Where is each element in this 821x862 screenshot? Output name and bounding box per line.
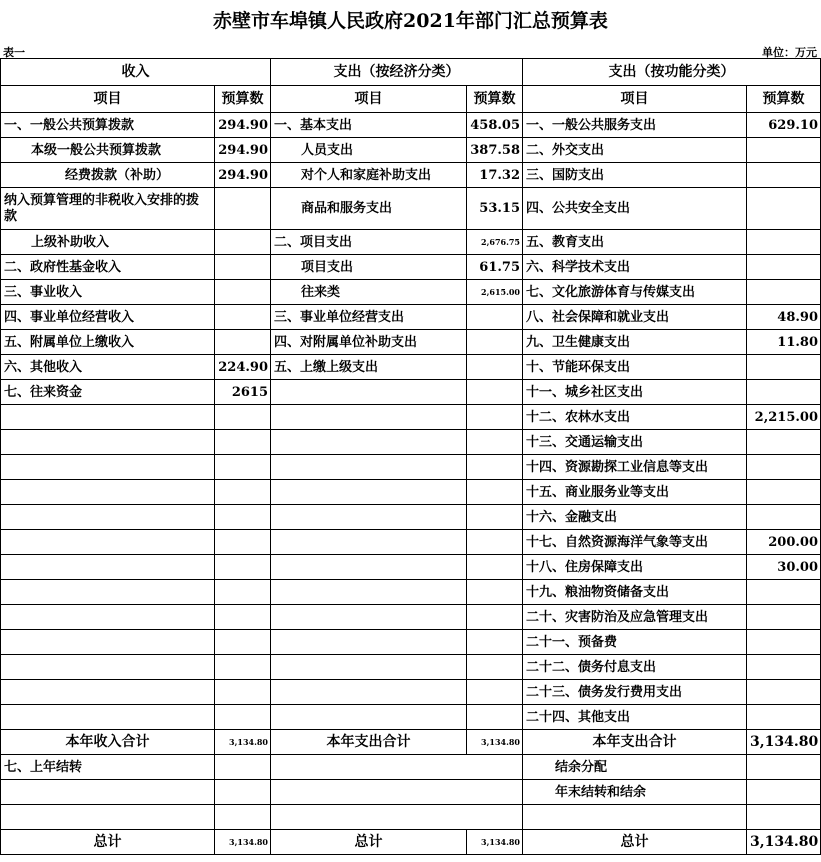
econ-expense-amount — [467, 580, 523, 605]
income-amount — [215, 605, 271, 630]
func-expense-item: 结余分配 — [523, 755, 747, 780]
income-amount — [215, 780, 271, 805]
func-expense-amount — [747, 188, 821, 230]
econ-expense-amount — [467, 380, 523, 405]
econ-expense-amount — [467, 305, 523, 330]
econ-expense-amount — [467, 555, 523, 580]
func-expense-amount — [747, 780, 821, 805]
year-total-row — [1, 730, 821, 755]
table-row — [1, 280, 821, 305]
econ-expense-item: 三、事业单位经营支出 — [271, 305, 467, 330]
func-expense-item: 九、卫生健康支出 — [523, 330, 747, 355]
func-expense-amount — [747, 430, 821, 455]
income-item: 四、事业单位经营收入 — [1, 305, 215, 330]
econ-expense-item — [271, 630, 467, 655]
func-expense-amount: 30.00 — [747, 555, 821, 580]
income-amount — [215, 680, 271, 705]
table-row — [1, 163, 821, 188]
econ-expense-amount — [467, 330, 523, 355]
econ-expense-amount — [467, 680, 523, 705]
econ-expense-item: 商品和服务支出 — [271, 188, 467, 230]
income-amount — [215, 430, 271, 455]
func-expense-section-header: 支出（按功能分类） — [523, 59, 821, 86]
income-amount — [215, 555, 271, 580]
income-item: 一、一般公共预算拨款 — [1, 113, 215, 138]
income-amount: 294.90 — [215, 163, 271, 188]
econ-expense-amount: 53.15 — [467, 188, 523, 230]
func-expense-amount: 629.10 — [747, 113, 821, 138]
func-expense-item: 十三、交通运输支出 — [523, 430, 747, 455]
income-amount — [215, 405, 271, 430]
column-header-amount: 预算数 — [215, 86, 271, 113]
table-row — [1, 505, 821, 530]
grand-total-label: 总计 — [271, 830, 467, 855]
table-row — [1, 188, 821, 230]
table-row — [1, 580, 821, 605]
econ-expense-amount — [467, 655, 523, 680]
income-amount — [215, 505, 271, 530]
unit-label: 单位：万元 — [762, 46, 817, 59]
income-amount: 2615 — [215, 380, 271, 405]
income-item — [1, 480, 215, 505]
func-expense-item: 年末结转和结余 — [523, 780, 747, 805]
econ-expense-amount: 387.58 — [467, 138, 523, 163]
econ-expense-amount — [467, 705, 523, 730]
table-row — [1, 430, 821, 455]
func-expense-item: 二十、灾害防治及应急管理支出 — [523, 605, 747, 630]
econ-expense-amount — [467, 480, 523, 505]
page-title: 赤壁市车埠镇人民政府2021年部门汇总预算表 — [213, 10, 608, 32]
income-amount — [215, 530, 271, 555]
func-expense-item: 十一、城乡社区支出 — [523, 380, 747, 405]
carry-over-row — [1, 780, 821, 805]
blank-cell — [1, 805, 215, 830]
econ-expense-amount — [467, 630, 523, 655]
income-amount — [215, 280, 271, 305]
econ-expense-item — [271, 655, 467, 680]
carry-over-row — [1, 755, 821, 780]
table-row — [1, 605, 821, 630]
econ-expense-item — [271, 680, 467, 705]
income-item — [1, 455, 215, 480]
func-expense-total-label: 本年支出合计 — [523, 730, 747, 755]
func-expense-item: 二十四、其他支出 — [523, 705, 747, 730]
table-row — [1, 380, 821, 405]
func-expense-item: 五、教育支出 — [523, 230, 747, 255]
func-expense-total-amount: 3,134.80 — [747, 730, 821, 755]
econ-expense-item — [271, 555, 467, 580]
income-item — [1, 430, 215, 455]
econ-expense-item — [271, 380, 467, 405]
section-header-row — [1, 59, 821, 86]
econ-expense-item: 往来类 — [271, 280, 467, 305]
income-amount: 224.90 — [215, 355, 271, 380]
func-expense-item: 十四、资源勘探工业信息等支出 — [523, 455, 747, 480]
income-item: 三、事业收入 — [1, 280, 215, 305]
income-amount — [215, 455, 271, 480]
table-row — [1, 113, 821, 138]
income-amount — [215, 305, 271, 330]
func-expense-item: 八、社会保障和就业支出 — [523, 305, 747, 330]
column-header-amount: 预算数 — [747, 86, 821, 113]
econ-expense-item — [271, 705, 467, 730]
column-header-amount: 预算数 — [467, 86, 523, 113]
func-expense-amount — [747, 680, 821, 705]
econ-expense-item: 项目支出 — [271, 255, 467, 280]
func-expense-item: 十八、住房保障支出 — [523, 555, 747, 580]
grand-total-func-amount: 3,134.80 — [747, 830, 821, 855]
econ-expense-amount: 17.32 — [467, 163, 523, 188]
func-expense-item: 七、文化旅游体育与传媒支出 — [523, 280, 747, 305]
income-item — [1, 655, 215, 680]
income-amount — [215, 630, 271, 655]
func-expense-amount — [747, 355, 821, 380]
table-row — [1, 530, 821, 555]
income-total-amount: 3,134.80 — [215, 730, 271, 755]
econ-expense-item: 四、对附属单位补助支出 — [271, 330, 467, 355]
econ-expense-item — [271, 405, 467, 430]
income-amount — [215, 580, 271, 605]
income-item: 本级一般公共预算拨款 — [1, 138, 215, 163]
econ-expense-item — [271, 505, 467, 530]
econ-expense-amount — [467, 355, 523, 380]
income-item — [1, 780, 215, 805]
econ-expense-amount: 2,615.00 — [467, 280, 523, 305]
income-item: 二、政府性基金收入 — [1, 255, 215, 280]
func-expense-amount — [747, 380, 821, 405]
func-expense-amount — [747, 455, 821, 480]
income-section-header: 收入 — [1, 59, 271, 86]
func-expense-amount: 11.80 — [747, 330, 821, 355]
econ-expense-item — [271, 430, 467, 455]
econ-expense-amount: 61.75 — [467, 255, 523, 280]
column-header-row — [1, 86, 821, 113]
econ-expense-blank — [271, 780, 523, 805]
table-row — [1, 355, 821, 380]
income-item — [1, 580, 215, 605]
income-amount — [215, 188, 271, 230]
func-expense-amount — [747, 163, 821, 188]
func-expense-item: 四、公共安全支出 — [523, 188, 747, 230]
income-amount — [215, 705, 271, 730]
econ-expense-total-amount: 3,134.80 — [467, 730, 523, 755]
func-expense-item: 十六、金融支出 — [523, 505, 747, 530]
table-row — [1, 330, 821, 355]
income-item — [1, 530, 215, 555]
income-item — [1, 555, 215, 580]
econ-expense-section-header: 支出（按经济分类） — [271, 59, 523, 86]
table-row — [1, 230, 821, 255]
column-header-item: 项目 — [271, 86, 467, 113]
income-item: 六、其他收入 — [1, 355, 215, 380]
econ-expense-amount — [467, 430, 523, 455]
income-item: 七、往来资金 — [1, 380, 215, 405]
table-row — [1, 480, 821, 505]
blank-cell — [271, 805, 523, 830]
table-row — [1, 630, 821, 655]
econ-expense-amount — [467, 605, 523, 630]
econ-expense-total-label: 本年支出合计 — [271, 730, 467, 755]
func-expense-item: 三、国防支出 — [523, 163, 747, 188]
income-item — [1, 605, 215, 630]
grand-total-label: 总计 — [523, 830, 747, 855]
func-expense-amount — [747, 705, 821, 730]
econ-expense-item — [271, 605, 467, 630]
func-expense-amount — [747, 605, 821, 630]
grand-total-row — [1, 830, 821, 855]
income-item — [1, 680, 215, 705]
table-row — [1, 680, 821, 705]
func-expense-item: 二十一、预备费 — [523, 630, 747, 655]
econ-expense-item — [271, 480, 467, 505]
table-row — [1, 655, 821, 680]
func-expense-item: 十、节能环保支出 — [523, 355, 747, 380]
func-expense-item: 一、一般公共服务支出 — [523, 113, 747, 138]
income-item: 上级补助收入 — [1, 230, 215, 255]
blank-cell — [523, 805, 747, 830]
income-amount — [215, 480, 271, 505]
blank-cell — [215, 805, 271, 830]
econ-expense-amount — [467, 405, 523, 430]
income-item — [1, 630, 215, 655]
income-amount — [215, 755, 271, 780]
econ-expense-amount — [467, 530, 523, 555]
func-expense-item: 六、科学技术支出 — [523, 255, 747, 280]
econ-expense-item: 对个人和家庭补助支出 — [271, 163, 467, 188]
grand-total-label: 总计 — [1, 830, 215, 855]
grand-total-income-amount: 3,134.80 — [215, 830, 271, 855]
func-expense-amount — [747, 138, 821, 163]
func-expense-item: 二十二、债务付息支出 — [523, 655, 747, 680]
func-expense-item: 二十三、债务发行费用支出 — [523, 680, 747, 705]
column-header-item: 项目 — [1, 86, 215, 113]
econ-expense-item — [271, 580, 467, 605]
econ-expense-amount — [467, 455, 523, 480]
func-expense-amount — [747, 230, 821, 255]
income-amount — [215, 230, 271, 255]
income-amount — [215, 330, 271, 355]
table-row — [1, 138, 821, 163]
econ-expense-item — [271, 530, 467, 555]
econ-expense-amount: 2,676.75 — [467, 230, 523, 255]
func-expense-item: 十九、粮油物资储备支出 — [523, 580, 747, 605]
func-expense-item: 十五、商业服务业等支出 — [523, 480, 747, 505]
income-item: 纳入预算管理的非税收入安排的拨款 — [1, 188, 215, 230]
income-amount — [215, 655, 271, 680]
table-row — [1, 305, 821, 330]
econ-expense-item: 五、上缴上级支出 — [271, 355, 467, 380]
func-expense-amount — [747, 280, 821, 305]
econ-expense-blank — [271, 755, 523, 780]
income-item: 五、附属单位上缴收入 — [1, 330, 215, 355]
func-expense-amount — [747, 655, 821, 680]
blank-cell — [747, 805, 821, 830]
table-row — [1, 255, 821, 280]
income-item: 七、上年结转 — [1, 755, 215, 780]
budget-table — [0, 58, 821, 855]
func-expense-amount: 2,215.00 — [747, 405, 821, 430]
income-item — [1, 705, 215, 730]
table-row — [1, 555, 821, 580]
income-item: 经费拨款（补助） — [1, 163, 215, 188]
column-header-item: 项目 — [523, 86, 747, 113]
econ-expense-item: 一、基本支出 — [271, 113, 467, 138]
econ-expense-amount — [467, 505, 523, 530]
table-number: 表一 — [3, 46, 25, 59]
func-expense-amount — [747, 580, 821, 605]
func-expense-amount — [747, 630, 821, 655]
table-row — [1, 405, 821, 430]
func-expense-amount: 200.00 — [747, 530, 821, 555]
func-expense-item: 十七、自然资源海洋气象等支出 — [523, 530, 747, 555]
grand-total-econ-amount: 3,134.80 — [467, 830, 523, 855]
func-expense-amount — [747, 255, 821, 280]
econ-expense-item — [271, 455, 467, 480]
econ-expense-item: 人员支出 — [271, 138, 467, 163]
func-expense-amount: 48.90 — [747, 305, 821, 330]
func-expense-item: 十二、农林水支出 — [523, 405, 747, 430]
table-row — [1, 705, 821, 730]
income-amount: 294.90 — [215, 113, 271, 138]
econ-expense-item: 二、项目支出 — [271, 230, 467, 255]
func-expense-amount — [747, 755, 821, 780]
econ-expense-amount: 458.05 — [467, 113, 523, 138]
table-row — [1, 455, 821, 480]
func-expense-amount — [747, 505, 821, 530]
income-amount: 294.90 — [215, 138, 271, 163]
func-expense-amount — [747, 480, 821, 505]
spacer-row — [1, 805, 821, 830]
income-item — [1, 505, 215, 530]
income-total-label: 本年收入合计 — [1, 730, 215, 755]
income-amount — [215, 255, 271, 280]
income-item — [1, 405, 215, 430]
func-expense-item: 二、外交支出 — [523, 138, 747, 163]
